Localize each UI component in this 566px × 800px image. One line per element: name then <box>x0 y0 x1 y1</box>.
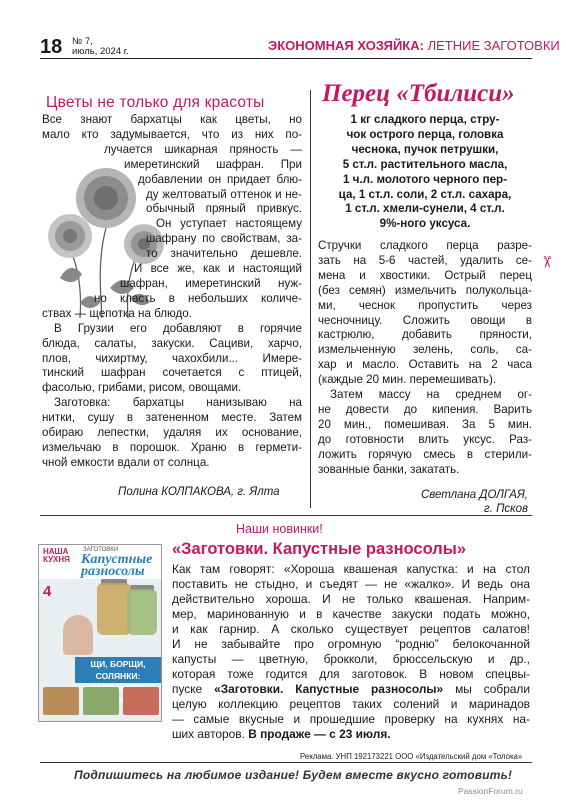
text-line: хар и масло. Оставить на 2 часа <box>318 358 532 372</box>
text-line: тинский шафран сочетается с птицей, <box>42 366 302 380</box>
text-line: шафран, имеретинский нуж- <box>120 276 302 290</box>
header-rule <box>40 58 532 59</box>
ingredient-line: 9%-ного уксуса. <box>379 217 471 231</box>
ingredients-list <box>318 113 532 232</box>
left-article-body <box>42 113 302 471</box>
column-divider <box>310 90 311 508</box>
text-line: Затем массу на среднем ог- <box>330 388 532 402</box>
ingredient-line: чеснока, пучок петрушки, <box>351 142 499 156</box>
magazine-cover-image <box>38 544 162 722</box>
text-line: мер, маринованную и в качестве закуски подать можно, <box>172 607 530 621</box>
section-title <box>268 38 560 53</box>
text-line: ду желтоватый оттенок и не- <box>146 187 302 201</box>
text-line: обираю лепестки, удаляя их основание, <box>42 426 302 440</box>
text-line: измельченную зелень, соль, са- <box>318 343 532 357</box>
cover-badge: 4 <box>43 583 52 600</box>
author-city: г. Псков <box>484 503 528 515</box>
text-line: и как гарнир. А сколько существует рецептов салатов! <box>172 622 530 636</box>
text-line: имеретинский шафран. При <box>124 157 302 171</box>
right-article-title: Перец «Тбилиси» <box>322 80 515 107</box>
ingredient-line: ца, 1 ст.л. соли, 2 ст.л. сахара, <box>338 187 512 201</box>
text-line: добавлении он придает блю- <box>138 172 302 186</box>
right-article-author <box>386 488 528 516</box>
cover-photos <box>43 687 159 717</box>
section-name: ЛЕТНИЕ ЗАГОТОВКИ <box>427 38 560 53</box>
cover-photo <box>83 687 119 715</box>
text-line: которая тоже годится для заготовок. В новом спецвы- <box>172 667 530 681</box>
magazine-name: ЭКОНОМНАЯ ХОЗЯЙКА: <box>268 38 424 53</box>
left-article-title: Цветы не только для красоты <box>46 94 265 111</box>
text-line: блюда, салаты, закуски. Сациви, харчо, <box>42 336 302 350</box>
text-line: Стручки сладкого перца разре- <box>318 239 532 252</box>
text-line: кастрюлю, добавить пряности, <box>318 328 532 342</box>
subscribe-footer: Подпишитесь на любимое издание! Будем вместе вкусно готовить! <box>74 768 513 782</box>
page-number: 18 <box>40 36 63 58</box>
text-line: чесночницу. Сложить овощи в <box>318 313 532 327</box>
right-article-body <box>318 239 532 478</box>
cover-series: ЗАГОТОВКИ <box>83 547 119 553</box>
jar-shape <box>97 583 131 635</box>
text-line: Как там говорят: «Хороша квашеная капустка: и на стол <box>172 562 530 576</box>
text-fragment: мы собрали <box>443 682 530 696</box>
author-name: Светлана ДОЛГАЯ, <box>420 489 528 501</box>
cover-title: Капустные разносолы <box>81 552 153 579</box>
page-header <box>0 0 566 64</box>
text-line: целую коллекцию рецептов таких солений и маринадов <box>172 697 530 711</box>
text-line: (без семян) измельчить полукольца- <box>318 283 532 297</box>
ingredient-line: 5 ст.л. растительного масла, <box>342 157 508 171</box>
text-line: ствах — щепотка на блюдо. <box>42 306 192 320</box>
issue-date: июль, 2024 г. <box>72 46 129 57</box>
text-line: плов, чихиртму, чахохбили... Имере- <box>42 351 302 365</box>
ingredient-line: 1 ст.л. хмели-сунели, 4 ст.л. <box>345 202 505 216</box>
cover-photo <box>123 687 159 715</box>
text-line: И не забывайте про огромную “родню” белокочанной <box>172 637 530 651</box>
text-line: фасолью, грибами, рисом, овощами. <box>42 381 242 395</box>
cover-logo: НАША КУХНЯ <box>43 547 70 564</box>
text-line: Он уступает настоящему <box>156 217 302 231</box>
text-line <box>172 682 530 697</box>
promo-label: Наши новинки! <box>236 522 323 536</box>
ingredient-line: 1 кг сладкого перца, стру- <box>350 113 500 126</box>
text-line <box>172 727 530 742</box>
text-line: ложить горячую смесь в стерили- <box>318 447 532 461</box>
text-line: не довести до кипения. Варить <box>318 402 532 416</box>
cover-band: ЩИ, БОРЩИ, СОЛЯНКИ: <box>75 657 161 683</box>
footer-rule <box>40 762 532 763</box>
ingredient-line: чок острого перца, головка <box>346 127 504 141</box>
text-line: В Грузии его добавляют в горячие <box>54 321 302 335</box>
text-line: действительно хороша. И не только квашеная. Наприм- <box>172 592 530 606</box>
text-line: то значительно дешевле. <box>146 247 302 261</box>
text-line: нитки, сушу в затененном месте. Затем <box>42 411 302 425</box>
text-line: И все же, как и настоящий <box>134 262 302 276</box>
text-line: капусты — цветную, брокколи, брюссельскую и др., <box>172 652 530 666</box>
text-line: чной емкости вдали от солнца. <box>42 455 210 469</box>
text-fragment: ших авторов. <box>172 727 245 741</box>
left-article-author: Полина КОЛПАКОВА, г. Ялта <box>118 486 280 498</box>
promo-title: «Заготовки. Капустные разносолы» <box>172 540 467 558</box>
cover-person-shape <box>63 615 93 655</box>
text-line: обычный пряный привкус. <box>146 202 302 216</box>
cover-photo <box>43 687 79 715</box>
text-line: — самые вкусные и прошедшие проверку на кухнях на- <box>172 712 530 726</box>
text-line: зать на 5-6 частей, удалить се- <box>318 253 532 267</box>
text-line: мена и хвостики. Острый перец <box>318 268 532 282</box>
text-line: Заготовка: бархатцы нанизываю на <box>54 396 302 410</box>
text-fragment: пуске <box>172 682 203 696</box>
text-line: шафрану по свойствам, за- <box>146 232 302 246</box>
text-line: лучается шикарная пряность — <box>104 142 302 156</box>
promo-body <box>172 562 530 742</box>
watermark: PassionForum.ru <box>458 786 523 796</box>
jar-shape <box>127 589 157 635</box>
ad-disclaimer: Реклама. УНП 192173221 ООО «Издательский дом «Толока» <box>300 752 523 761</box>
text-line: мало кто задумывается, что из них по- <box>42 127 302 141</box>
text-line: зованные банки, закатать. <box>318 462 460 476</box>
sale-date: В продаже — с 23 июля. <box>248 727 391 741</box>
text-line: поставить не стыдно, и съедят — не «жалко». И ведь она <box>172 577 530 591</box>
text-line: но класть в небольших количе- <box>94 291 302 305</box>
text-line: ми, чеснок пропустить через <box>318 298 532 312</box>
issue-info <box>72 37 129 57</box>
text-line: (каждые 20 мин. перемешивать). <box>318 373 497 387</box>
text-line: измельчаю в порошок. Храню в гермети- <box>42 440 302 454</box>
text-line: 20 мин., помешивая. За 5 мин. <box>318 417 532 431</box>
scissors-icon: ✂ <box>537 255 555 269</box>
issue-number: № 7, <box>72 36 93 47</box>
text-line: до готовности влить уксус. Раз- <box>318 432 532 446</box>
inline-title: «Заготовки. Капустные разносолы» <box>214 682 444 696</box>
text-line: Все знают бархатцы как цветы, но <box>42 113 302 126</box>
ingredient-line: 1 ч.л. молотого черного пер- <box>343 172 507 186</box>
